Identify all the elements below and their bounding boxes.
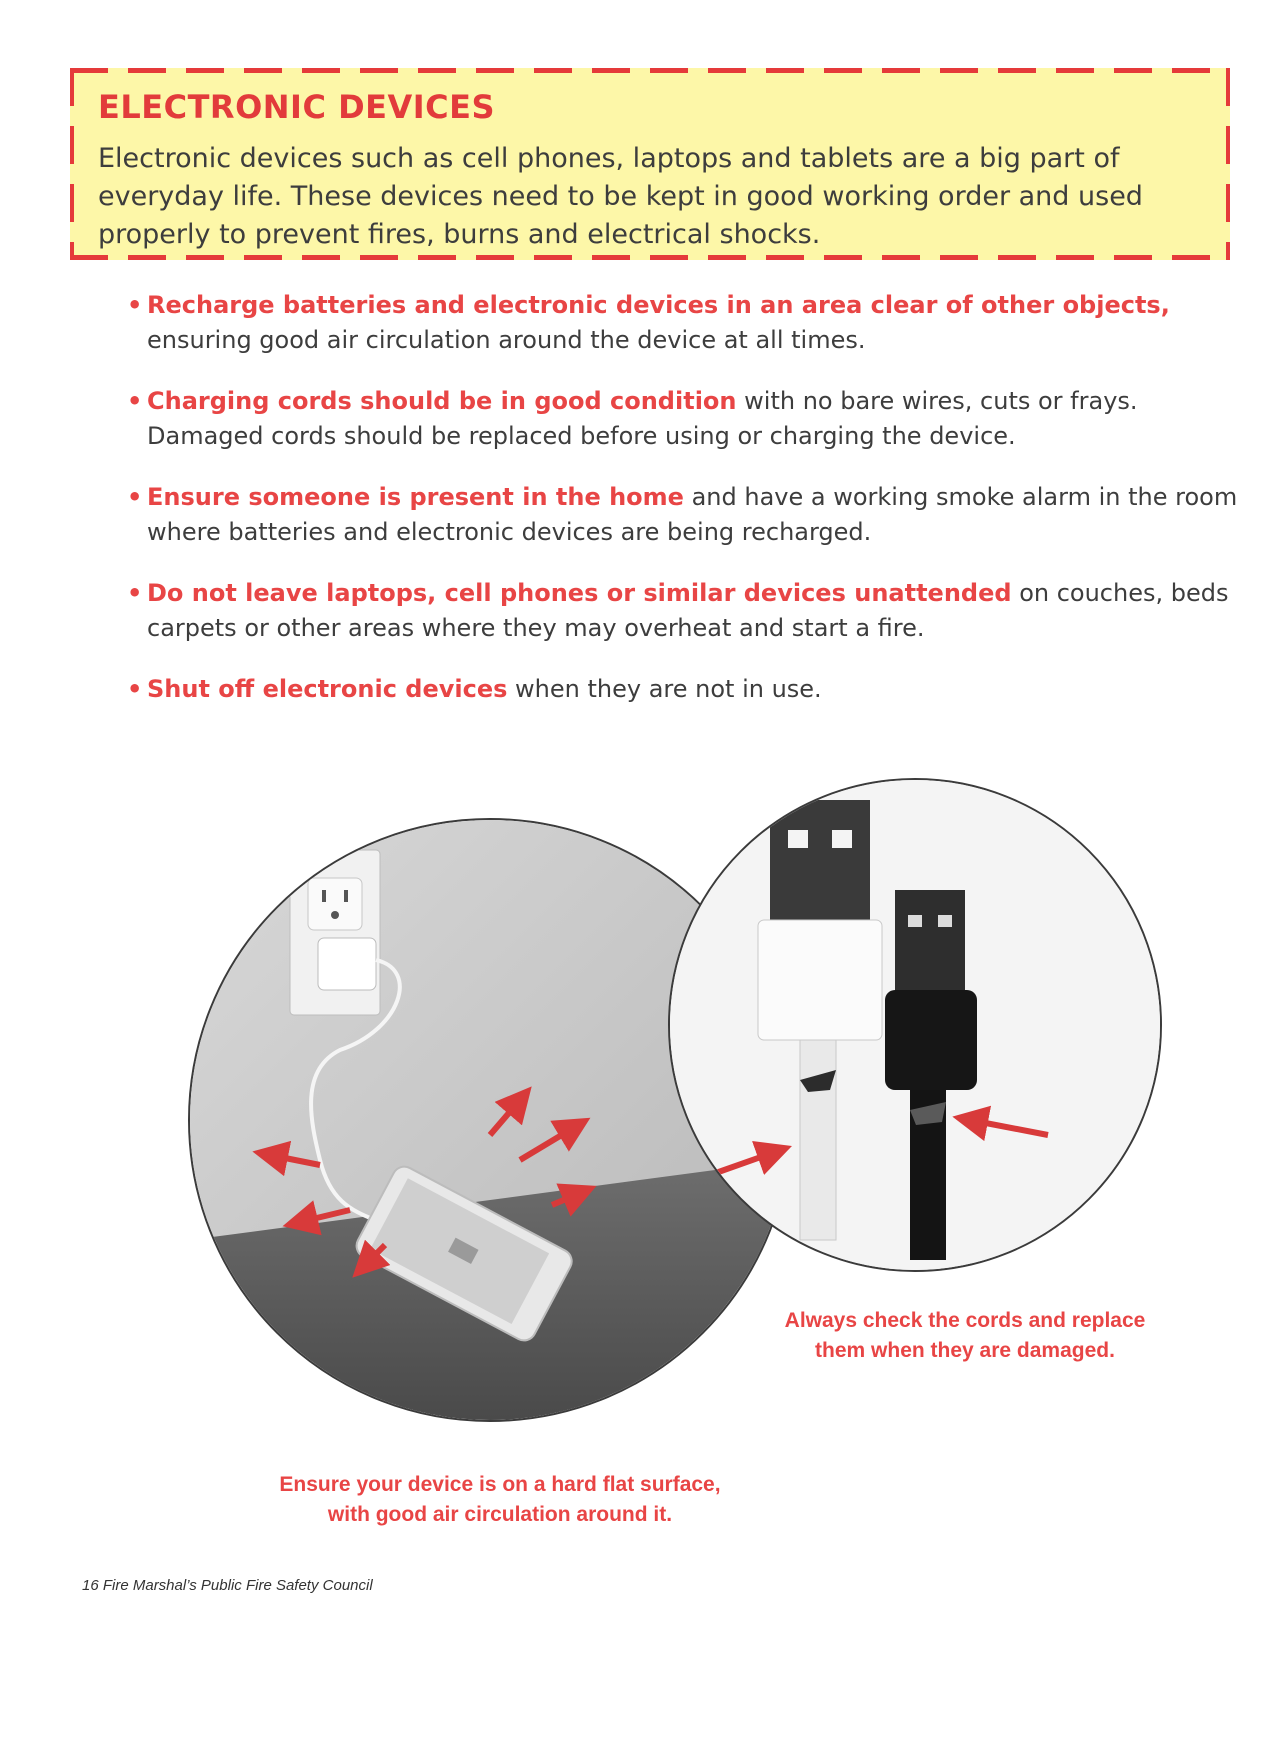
bullet-dot-icon: • — [127, 483, 143, 511]
bullet-dot-icon: • — [127, 675, 143, 703]
safety-tip — [127, 480, 1252, 550]
bullet-dot-icon: • — [127, 291, 143, 319]
intro-callout — [70, 68, 1230, 260]
safety-tip — [127, 576, 1252, 646]
caption-line: them when they are damaged. — [815, 1339, 1115, 1362]
tip-text: and have a working smoke alarm in the room where batteries and electronic devices are being recharged. — [147, 483, 1238, 546]
intro-line: everyday life. These devices need to be kept in good working order and used — [98, 181, 1143, 212]
tip-highlight: Shut off electronic devices — [147, 675, 508, 703]
intro-line: Electronic devices such as cell phones, laptops and tablets are a big part of — [98, 143, 1120, 174]
intro-paragraph — [98, 140, 1198, 254]
callout-border-left — [70, 68, 74, 260]
tip-text: ensuring good air circulation around the device at all times. — [147, 326, 866, 354]
flat-surface-caption — [220, 1470, 780, 1530]
caption-line: Ensure your device is on a hard flat surface, — [279, 1473, 721, 1496]
caption-line: Always check the cords and replace — [784, 1309, 1146, 1332]
tip-highlight: Ensure someone is present in the home — [147, 483, 684, 511]
intro-line: properly to prevent fires, burns and electrical shocks. — [98, 219, 821, 250]
safety-tips-list — [127, 288, 1252, 733]
damaged-cable-photo — [670, 780, 1160, 1270]
tip-highlight: Do not leave laptops, cell phones or similar devices unattended — [147, 579, 1012, 607]
tip-highlight: Recharge batteries and electronic devices in an area clear of other objects, — [147, 291, 1170, 319]
tip-text: when they are not in use. — [515, 675, 822, 703]
charger-block — [318, 938, 376, 990]
callout-border-right — [1226, 68, 1230, 260]
bullet-dot-icon: • — [127, 387, 143, 415]
damaged-cord-illustration — [668, 778, 1162, 1272]
page-footer: 16 Fire Marshal’s Public Fire Safety Council — [82, 1577, 373, 1594]
safety-tip — [127, 288, 1252, 358]
tip-text: with no bare wires, cuts or frays. Damaged cords should be replaced before using or charging the device. — [147, 387, 1138, 450]
bullet-dot-icon: • — [127, 579, 143, 607]
callout-border-top — [70, 68, 1230, 73]
tip-text: on couches, beds carpets or other areas where they may overheat and start a fire. — [147, 579, 1229, 642]
callout-border-bottom — [70, 255, 1230, 260]
caption-line: with good air circulation around it. — [327, 1503, 673, 1526]
safety-tip — [127, 672, 1252, 707]
section-title: ELECTRONIC DEVICES — [98, 88, 496, 126]
tip-highlight: Charging cords should be in good condition — [147, 387, 737, 415]
cord-check-caption — [735, 1306, 1195, 1366]
safety-tip — [127, 384, 1252, 454]
